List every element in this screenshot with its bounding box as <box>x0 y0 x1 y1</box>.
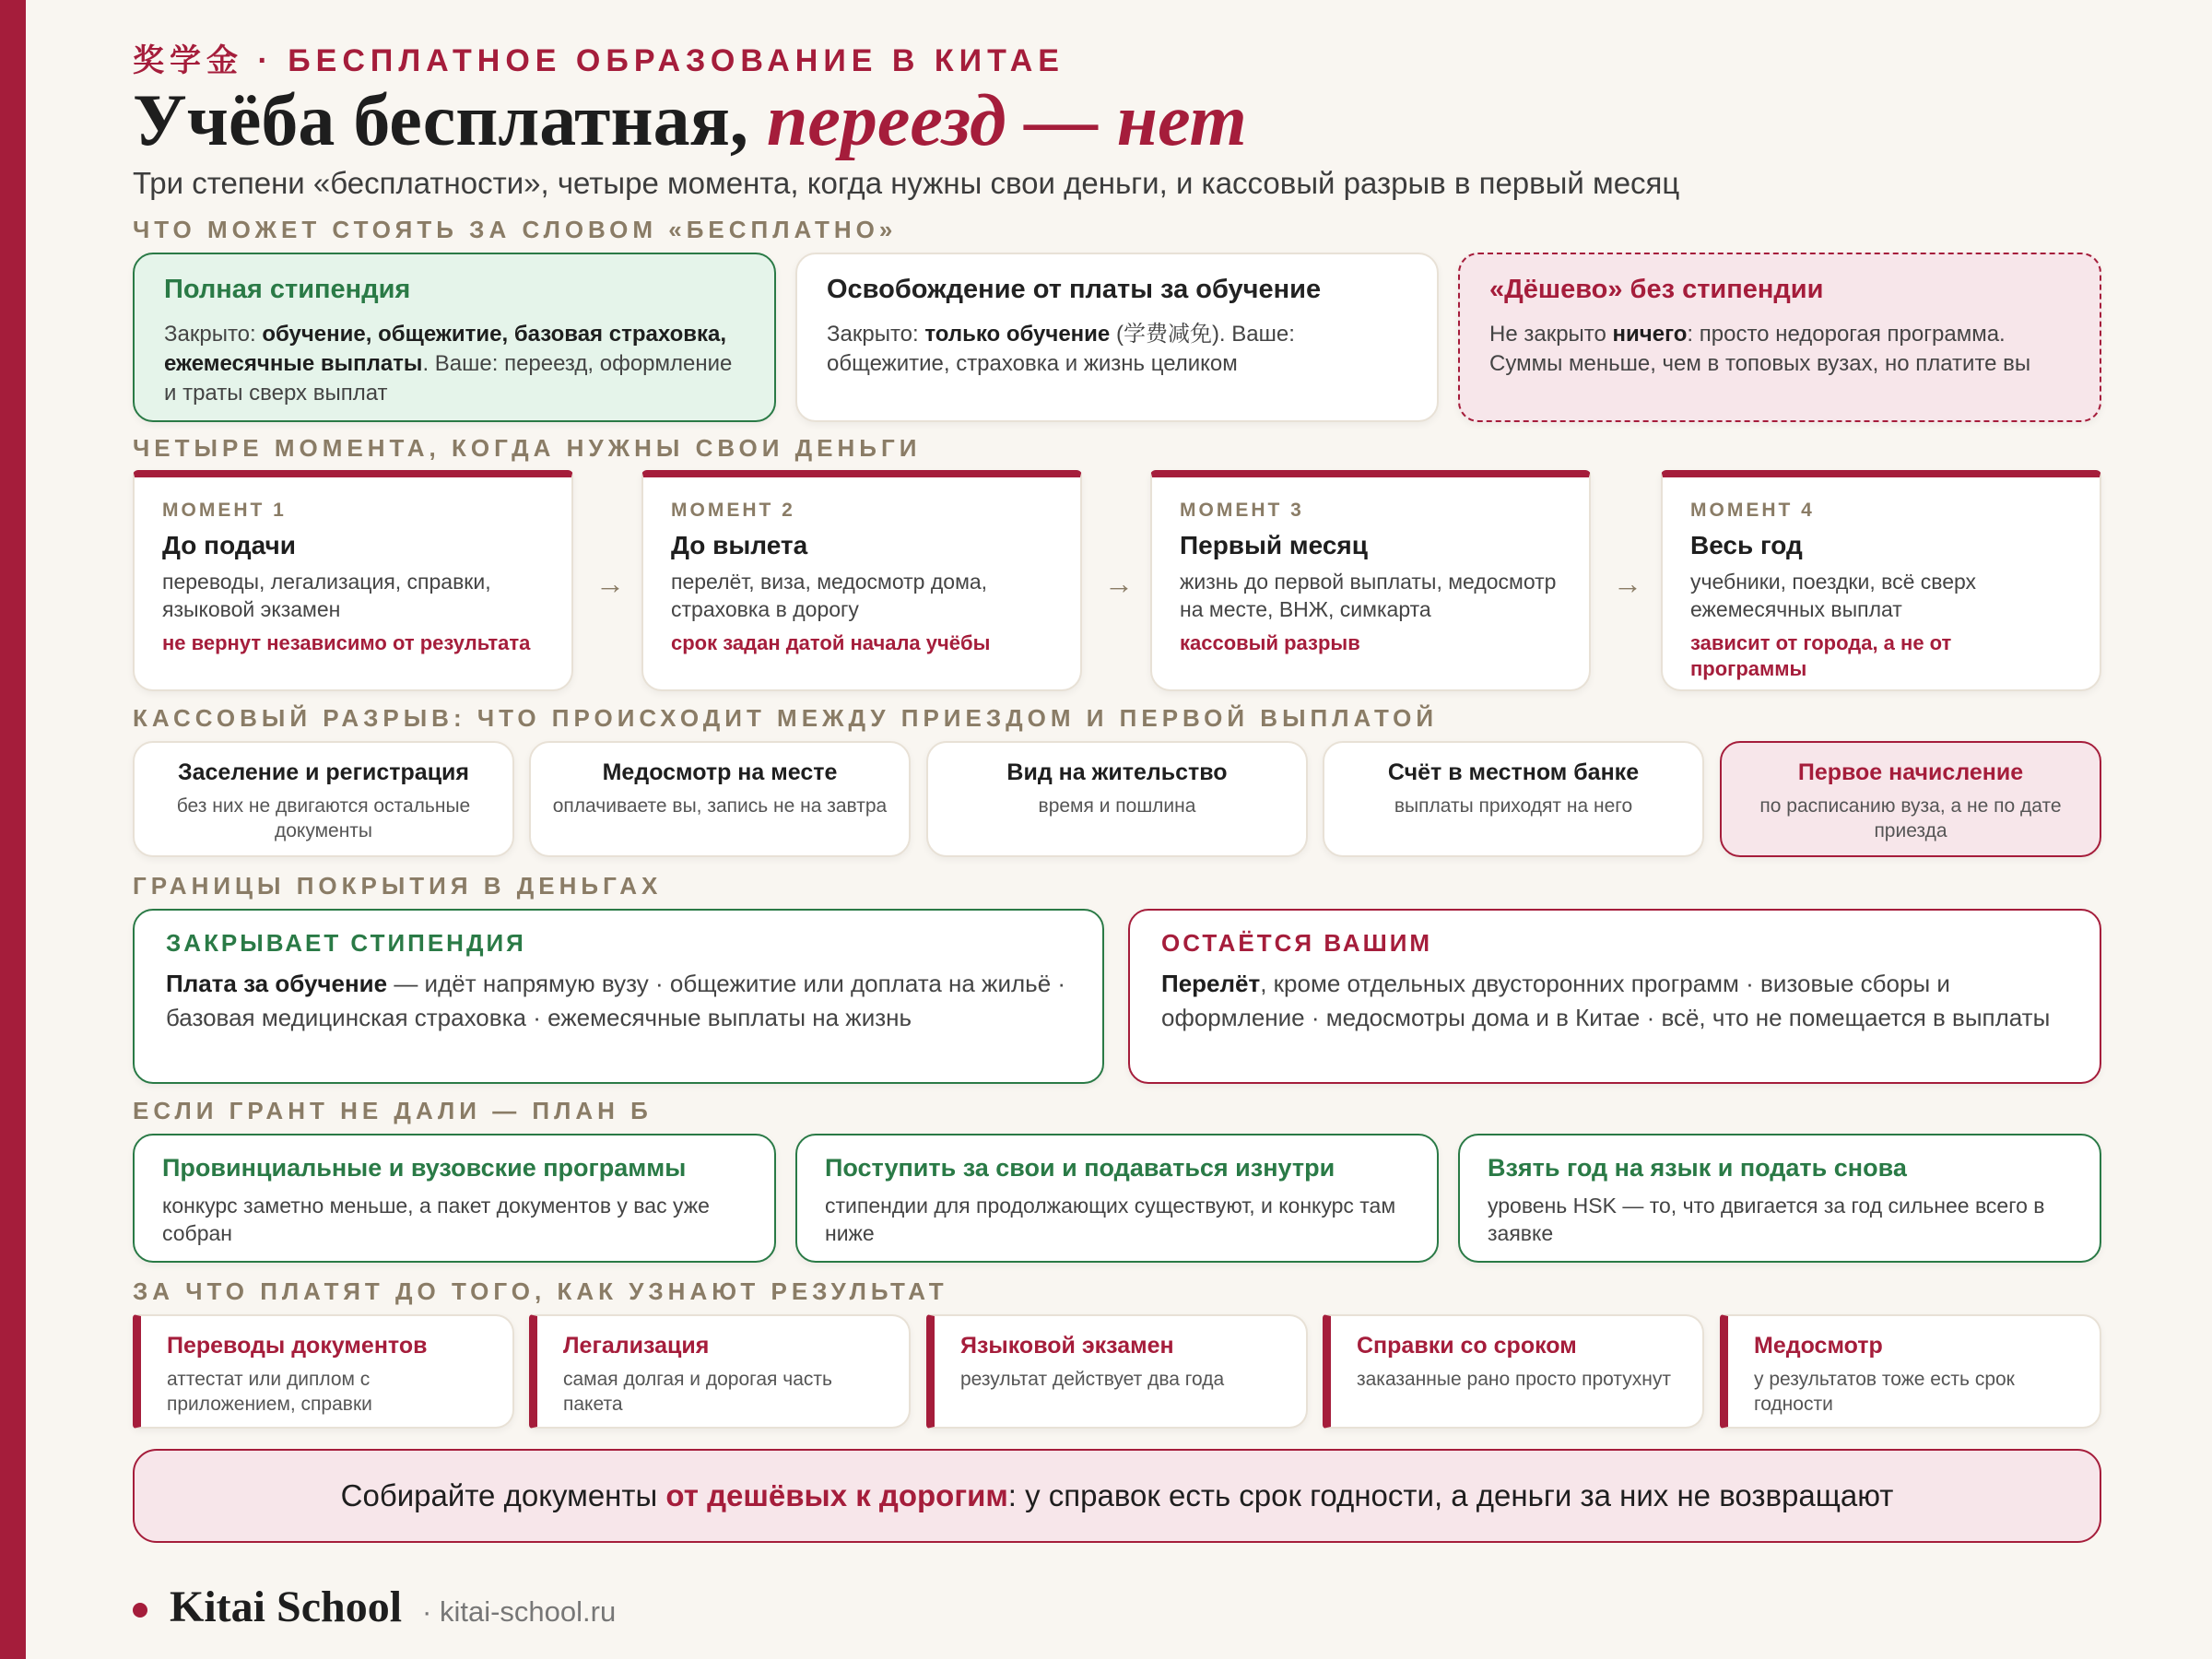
moment-note: не вернут независимо от результата <box>162 631 531 654</box>
planb-title: Взять год на язык и подать снова <box>1488 1154 1907 1182</box>
arrow-right-icon: → <box>595 567 625 600</box>
prepaid-desc: у результатов тоже есть срок годности <box>1754 1369 2015 1415</box>
prepaid-title: Медосмотр <box>1754 1333 1883 1359</box>
type-desc <box>827 320 1407 379</box>
moment-card-3 <box>1150 470 1591 691</box>
type-title: Освобождение от платы за обучение <box>827 275 1322 304</box>
type-desc-pre: Закрыто: <box>827 322 925 347</box>
footer <box>133 1582 616 1632</box>
type-desc-pre: Не закрыто <box>1489 322 1613 347</box>
gap-title: Первое начисление <box>1797 759 2024 785</box>
type-desc-pre: Закрыто: <box>164 322 263 347</box>
type-desc-bold: только обучение <box>924 322 1111 347</box>
planb-desc: стипендии для продолжающих существуют, и конкурс там ниже <box>825 1194 1396 1245</box>
prepaid-card-medical <box>1720 1314 2101 1429</box>
section-heading-coverage: ГРАНИЦЫ ПОКРЫТИЯ В ДЕНЬГАХ <box>133 872 663 900</box>
gap-title: Счёт в местном банке <box>1387 759 1640 785</box>
prepaid-title: Переводы документов <box>167 1333 428 1359</box>
coverage-heading: ОСТАЁТСЯ ВАШИМ <box>1161 929 1433 957</box>
type-card-cheap <box>1458 253 2101 422</box>
moment-note: кассовый разрыв <box>1180 631 1360 654</box>
moment-note: срок задан датой начала учёбы <box>671 631 991 654</box>
gap-card-first-payment <box>1720 741 2101 857</box>
section-heading-moments: ЧЕТЫРЕ МОМЕНТА, КОГДА НУЖНЫ СВОИ ДЕНЬГИ <box>133 434 922 462</box>
gap-desc: без них не двигаются остальные документы <box>176 795 471 841</box>
gap-desc: выплаты приходят на него <box>1394 795 1633 817</box>
moment-desc: переводы, легализация, справки, языковой экзамен <box>162 570 491 621</box>
coverage-text-bold: Плата за обучение <box>166 970 388 997</box>
banner-post: : у справок есть срок годности, а деньги за них не возвращают <box>1007 1478 1894 1512</box>
planb-title: Поступить за свои и подаваться изнутри <box>825 1154 1335 1182</box>
moment-title: Весь год <box>1690 531 1803 559</box>
prepaid-card-certificates <box>1323 1314 1704 1429</box>
moment-number: МОМЕНТ 2 <box>671 500 795 521</box>
gap-card-bank <box>1323 741 1704 857</box>
moment-card-1 <box>133 470 573 691</box>
coverage-text-rest: — идёт напрямую вузу · общежитие или доплата на жильё · базовая медицинская страховка · ежемесячные выплаты на жизнь <box>166 970 1066 1031</box>
moment-number: МОМЕНТ 3 <box>1180 500 1304 521</box>
moment-title: До вылета <box>671 531 808 559</box>
type-desc <box>164 320 745 408</box>
arrow-right-icon: → <box>1104 567 1134 600</box>
section-heading-prepaid: ЗА ЧТО ПЛАТЯТ ДО ТОГО, КАК УЗНАЮТ РЕЗУЛЬТАТ <box>133 1277 948 1305</box>
moment-number: МОМЕНТ 1 <box>162 500 287 521</box>
gap-desc: время и пошлина <box>1038 795 1196 817</box>
title-accent: переезд — нет <box>766 80 1247 161</box>
prepaid-title: Справки со сроком <box>1357 1333 1577 1359</box>
type-desc-post: (学费减免). Ваше: общежитие, страховка и жизнь целиком <box>827 322 1295 376</box>
coverage-text <box>1161 967 2068 1035</box>
banner-pre: Собирайте документы <box>340 1478 658 1512</box>
moment-number: МОМЕНТ 4 <box>1690 500 1815 521</box>
type-card-full <box>133 253 776 422</box>
section-heading-types: ЧТО МОЖЕТ СТОЯТЬ ЗА СЛОВОМ «БЕСПЛАТНО» <box>133 216 898 243</box>
planb-card-provincial <box>133 1134 776 1263</box>
gap-card-medical <box>529 741 911 857</box>
planb-card-language-year <box>1458 1134 2101 1263</box>
type-desc <box>1489 320 2070 379</box>
prepaid-desc: аттестат или диплом с приложением, справки <box>167 1369 372 1415</box>
gap-title: Вид на жительство <box>1006 759 1228 785</box>
gap-desc: оплачиваете вы, запись не на завтра <box>552 795 888 817</box>
type-title: «Дёшево» без стипендии <box>1489 275 1824 304</box>
gap-card-residence <box>926 741 1308 857</box>
prepaid-title: Легализация <box>563 1333 710 1359</box>
planb-desc: конкурс заметно меньше, а пакет документов у вас уже собран <box>162 1194 710 1245</box>
moment-desc: учебники, поездки, всё сверх ежемесячных выплат <box>1690 570 1977 621</box>
planb-desc: уровень HSK — то, что двигается за год сильнее всего в заявке <box>1488 1194 2045 1245</box>
moment-card-4 <box>1661 470 2101 691</box>
coverage-card-covered <box>133 909 1104 1084</box>
page-title <box>133 79 1247 163</box>
type-desc-post: : просто недорогая программа. Суммы меньше, чем в топовых вузах, но платите вы <box>1489 322 2031 376</box>
prepaid-desc: самая долгая и дорогая часть пакета <box>563 1369 832 1415</box>
summary-banner <box>133 1449 2101 1543</box>
type-card-tuition <box>795 253 1439 422</box>
banner-bold: от дешёвых к дорогим <box>665 1478 1008 1512</box>
type-desc-post: . Ваше: переезд, оформление и траты сверх выплат <box>164 351 733 406</box>
gap-title: Медосмотр на месте <box>602 759 838 785</box>
moment-title: Первый месяц <box>1180 531 1368 559</box>
coverage-text <box>166 967 1071 1035</box>
planb-title: Провинциальные и вузовские программы <box>162 1154 687 1182</box>
moment-card-2 <box>641 470 1082 691</box>
kicker: 奖学金 · БЕСПЛАТНОЕ ОБРАЗОВАНИЕ В КИТАЕ <box>133 43 1065 78</box>
coverage-heading: ЗАКРЫВАЕТ СТИПЕНДИЯ <box>166 929 526 957</box>
gap-desc: по расписанию вуза, а не по дате приезда <box>1759 795 2062 841</box>
coverage-text-rest: , кроме отдельных двусторонних программ · визовые сборы и оформление · медосмотры дома и в Китае · всё, что не помещается в выплаты <box>1161 970 2051 1031</box>
gap-title: Заселение и регистрация <box>177 759 470 785</box>
coverage-text-bold: Перелёт <box>1161 970 1261 997</box>
gap-card-registration <box>133 741 514 857</box>
type-title: Полная стипендия <box>164 275 411 304</box>
moment-note: зависит от города, а не от программы <box>1690 631 1952 680</box>
brand-name: Kitai School <box>170 1583 403 1631</box>
section-heading-gap: КАССОВЫЙ РАЗРЫВ: ЧТО ПРОИСХОДИТ МЕЖДУ ПРИЕЗДОМ И ПЕРВОЙ ВЫПЛАТОЙ <box>133 704 1439 732</box>
prepaid-desc: заказанные рано просто протухнут <box>1357 1369 1671 1390</box>
coverage-card-yours <box>1128 909 2101 1084</box>
moment-title: До подачи <box>162 531 296 559</box>
subtitle: Три степени «бесплатности», четыре момента, когда нужны свои деньги, и кассовый разрыв в первый месяц <box>133 166 1680 200</box>
prepaid-card-translations <box>133 1314 514 1429</box>
left-accent-stripe <box>0 0 26 1659</box>
prepaid-desc: результат действует два года <box>960 1369 1225 1390</box>
prepaid-card-legalization <box>529 1314 911 1429</box>
site-link[interactable]: · kitai-school.ru <box>422 1595 617 1628</box>
arrow-right-icon: → <box>1613 567 1642 600</box>
brand-dot-icon <box>133 1603 147 1618</box>
planb-card-selfpay <box>795 1134 1439 1263</box>
prepaid-card-language-exam <box>926 1314 1308 1429</box>
title-main: Учёба бесплатная, <box>133 80 767 161</box>
moment-desc: перелёт, виза, медосмотр дома, страховка в дорогу <box>671 570 988 621</box>
moment-desc: жизнь до первой выплаты, медосмотр на месте, ВНЖ, симкарта <box>1180 570 1557 621</box>
section-heading-planb: ЕСЛИ ГРАНТ НЕ ДАЛИ — ПЛАН Б <box>133 1097 653 1124</box>
type-desc-bold: обучение, общежитие, базовая страховка, ежемесячные выплаты <box>164 322 727 376</box>
prepaid-title: Языковой экзамен <box>960 1333 1174 1359</box>
type-desc-bold: ничего <box>1612 322 1688 347</box>
